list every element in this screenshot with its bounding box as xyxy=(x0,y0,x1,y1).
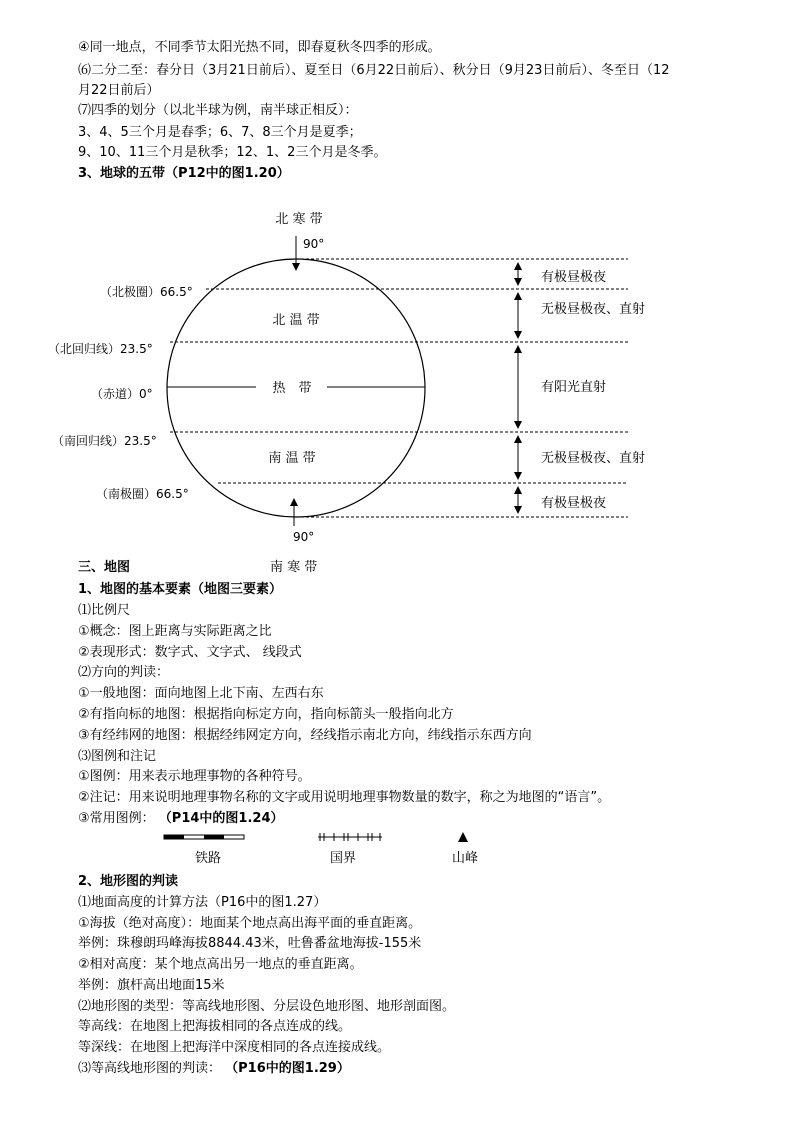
text-line: ①概念：图上距离与实际距离之比 xyxy=(78,624,272,639)
text-line: ⑵地形图的类型：等高线地形图、分层设色地形图、地形剖面图。 xyxy=(78,999,456,1014)
north-pole-degree: 90° xyxy=(303,237,325,251)
text-line: ⑴比例尺 xyxy=(78,603,131,618)
north-temperate-zone-label: 北 温 带 xyxy=(272,313,320,328)
legend-label-peak: 山峰 xyxy=(452,851,479,866)
text-line: ②相对高度：某个地点高出另一地点的垂直距离。 xyxy=(78,957,363,972)
railway-symbol xyxy=(164,835,244,839)
text-line: ⑵方向的判读： xyxy=(78,665,170,680)
text-line: ②表现形式：数字式、文字式、 线段式 xyxy=(78,645,302,660)
arctic-circle-label: （北极圈）66.5° xyxy=(100,285,193,299)
equator-label: （赤道）0° xyxy=(91,387,153,401)
text-line: ③有经纬网的地图：根据经纬网定方向，经线指示南北方向，纬线指示东西方向 xyxy=(78,728,532,743)
text-line: ⑴地面高度的计算方法（P16中的图1.27） xyxy=(78,895,327,910)
tropic-note: 有阳光直射 xyxy=(541,380,607,395)
legend-symbols xyxy=(0,828,794,858)
border-symbol xyxy=(318,833,382,841)
north-polar-note: 有极昼极夜 xyxy=(541,270,607,285)
south-pole-degree: 90° xyxy=(293,530,315,544)
text-line: ⑶图例和注记 xyxy=(78,749,157,764)
text-line: ①图例：用来表示地理事物的各种符号。 xyxy=(78,769,311,784)
tropic-of-capricorn-label: （南回归线）23.5° xyxy=(52,434,157,448)
text-line: ①一般地图：面向地图上北下南、左西右东 xyxy=(78,686,324,701)
antarctic-circle-label: （南极圈）66.5° xyxy=(96,487,189,501)
five-zones-diagram xyxy=(0,200,794,620)
legend-label-border: 国界 xyxy=(330,851,357,866)
tropic-of-cancer-label: （北回归线）23.5° xyxy=(48,342,153,356)
north-frigid-zone-label: 北 寒 带 xyxy=(275,212,323,227)
subheading: 1、地图的基本要素（地图三要素） xyxy=(78,582,283,597)
text-line: 3、4、5三个月是春季；6、7、8三个月是夏季； xyxy=(78,125,362,140)
text-line: ②注记：用来说明地理事物名称的文字或用说明地理事物数量的数字，称之为地图的“语言”。 xyxy=(78,790,611,805)
south-temperate-zone-label: 南 温 带 xyxy=(268,451,316,466)
north-temperate-note: 无极昼极夜、直射 xyxy=(541,302,646,317)
text-line: ⑹二分二至：春分日（3月21日前后）、夏至日（6月22日前后）、秋分日（9月23日前后）、冬至日（12 xyxy=(78,63,670,78)
legend-heading-ref: （P14中的图1.24） xyxy=(158,811,284,826)
text-line: ①海拔（绝对高度）：地面某个地点高出海平面的垂直距离。 xyxy=(78,916,422,931)
peak-symbol xyxy=(458,832,468,842)
text-line: 举例：珠穆朗玛峰海拔8844.43米，吐鲁番盆地海拔-155米 xyxy=(78,936,422,951)
tropical-zone-label: 热 带 xyxy=(272,381,312,396)
last-line-ref: （P16中的图1.29） xyxy=(225,1061,350,1076)
text-line: 等高线：在地图上把海拔相同的各点连成的线。 xyxy=(78,1019,352,1034)
subheading: 2、地形图的判读 xyxy=(78,874,179,889)
text-line: 等深线：在地图上把海洋中深度相同的各点连接成线。 xyxy=(78,1040,391,1055)
last-line xyxy=(78,1061,350,1077)
legend-heading xyxy=(78,811,284,827)
text-line: 举例：旗杆高出地面15米 xyxy=(78,978,225,993)
south-polar-note: 有极昼极夜 xyxy=(541,496,607,511)
last-line-prefix: ⑶等高线地形图的判读： xyxy=(78,1061,222,1076)
section-heading: 三、地图 xyxy=(78,560,131,575)
legend-label-railway: 铁路 xyxy=(195,851,222,866)
text-line: 月22日前后） xyxy=(78,83,160,98)
text-line: 9、10、11三个月是秋季；12、1、2三个月是冬季。 xyxy=(78,145,387,160)
text-line: ②有指向标的地图：根据指向标定方向，指向标箭头一般指向北方 xyxy=(78,707,454,722)
south-frigid-zone-label: 南 寒 带 xyxy=(270,560,318,575)
text-line: ⑺四季的划分（以北半球为例，南半球正相反）： xyxy=(78,103,358,118)
text-line: ④同一地点，不同季节太阳光热不同，即春夏秋冬四季的形成。 xyxy=(78,40,441,55)
section-heading: 3、地球的五带（P12中的图1.20） xyxy=(78,166,290,181)
legend-heading-prefix: ③常用图例： xyxy=(78,811,155,826)
south-temperate-note: 无极昼极夜、直射 xyxy=(541,451,646,466)
